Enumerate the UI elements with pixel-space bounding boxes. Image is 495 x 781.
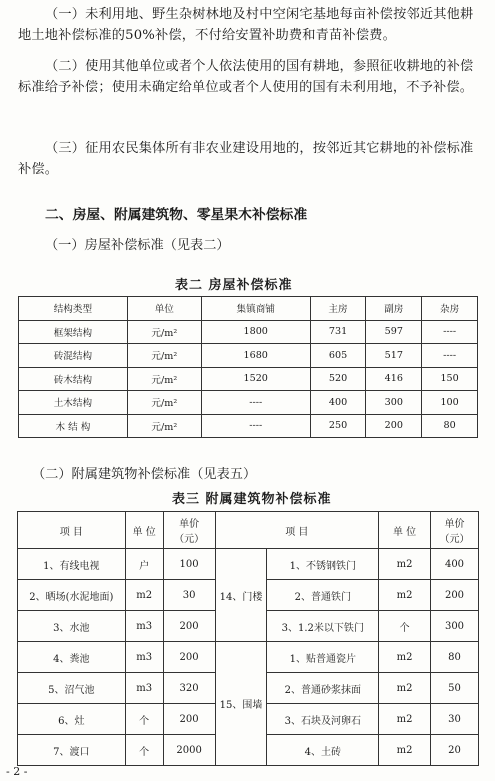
- paragraph-3: （三）征用农民集体所有非农业建设用地的，按邻近其它耕地的补偿标准补偿。: [18, 141, 474, 177]
- group-wall: 15、围墙: [215, 642, 267, 766]
- cell-price: 400: [431, 549, 479, 580]
- table-cell: 1800: [201, 320, 310, 344]
- cell-price: 200: [163, 611, 215, 642]
- cell-unit: 个: [125, 735, 163, 766]
- table-cell: 517: [366, 344, 422, 368]
- table2-header-row: [19, 297, 478, 321]
- table-cell: 元/m²: [127, 344, 201, 368]
- table-cell: 土木结构: [19, 391, 128, 415]
- table-cell: 100: [422, 391, 478, 415]
- cell-item: 4、粪池: [18, 642, 126, 673]
- cell-item: 2、晒场(水泥地面): [18, 580, 126, 611]
- table-cell: 1680: [201, 344, 310, 368]
- table-row: [19, 344, 478, 368]
- table-cell: 1520: [201, 367, 310, 391]
- table-cell: 砖木结构: [19, 367, 128, 391]
- cell-price: 200: [431, 580, 479, 611]
- cell-unit: m2: [379, 735, 431, 766]
- cell-price: 100: [163, 549, 215, 580]
- subsection-houses: （一）房屋补偿标准（见表二）: [45, 238, 230, 253]
- cell-unit: 户: [125, 549, 163, 580]
- col-header: 副房: [366, 297, 422, 321]
- table-cell: 200: [366, 414, 422, 438]
- table-cell: 元/m²: [127, 414, 201, 438]
- col-header-item-right: 项 目: [215, 512, 379, 549]
- cell-unit: m2: [379, 642, 431, 673]
- cell-item: 3、1.2米以下铁门: [267, 611, 379, 642]
- cell-unit: m2: [379, 673, 431, 704]
- cell-item: 5、沼气池: [18, 673, 126, 704]
- page-number: - 2 -: [6, 765, 28, 778]
- cell-item: 1、贴普通瓷片: [267, 642, 379, 673]
- col-header: 杂房: [422, 297, 478, 321]
- cell-unit: 个: [125, 704, 163, 735]
- paragraph-2: （二）使用其他单位或者个人依法使用的国有耕地，参照征收耕地的补偿标准给予补偿；使用未确定给单位或者个人使用的国有未利用地，不予补偿。: [18, 59, 474, 95]
- table-cell: 砖混结构: [19, 344, 128, 368]
- table-cell: 597: [366, 320, 422, 344]
- table-cell: 80: [422, 414, 478, 438]
- paragraph-1: （一）未利用地、野生杂树林地及村中空闲宅基地每亩补偿按邻近其他耕地土地补偿标准的50%补偿，不付给安置补助费和青苗补偿费。: [18, 7, 474, 43]
- section-heading: 二、房屋、附属建筑物、零星果木补偿标准: [45, 207, 308, 223]
- table-cell: 150: [422, 367, 478, 391]
- table-cell: ----: [201, 391, 310, 415]
- cell-price: 30: [431, 704, 479, 735]
- col-header: 主房: [310, 297, 366, 321]
- cell-item: 2、普通铁门: [267, 580, 379, 611]
- table3-header-row: [18, 512, 479, 549]
- table-cell: ----: [422, 344, 478, 368]
- cell-price: 2000: [163, 735, 215, 766]
- cell-item: 1、不锈钢铁门: [267, 549, 379, 580]
- cell-price: 80: [431, 642, 479, 673]
- cell-item: 2、普通砂浆抹面: [267, 673, 379, 704]
- table-cell: 400: [310, 391, 366, 415]
- cell-price: 200: [163, 642, 215, 673]
- table-row: [19, 414, 478, 438]
- table-cell: 250: [310, 414, 366, 438]
- table-cell: 520: [310, 367, 366, 391]
- table-row: [19, 367, 478, 391]
- cell-item: 3、水池: [18, 611, 126, 642]
- cell-price: 20: [431, 735, 479, 766]
- cell-price: 30: [163, 580, 215, 611]
- table-cell: 框架结构: [19, 320, 128, 344]
- cell-item: 6、灶: [18, 704, 126, 735]
- cell-unit: m3: [125, 642, 163, 673]
- cell-unit: m3: [125, 673, 163, 704]
- cell-unit: m2: [379, 704, 431, 735]
- table-row: [18, 549, 479, 580]
- table-cell: 木 结 构: [19, 414, 128, 438]
- cell-unit: m3: [125, 611, 163, 642]
- cell-item: 4、土砖: [267, 735, 379, 766]
- col-header-item: 项 目: [18, 512, 126, 549]
- col-header-price-right: 单价 （元）: [431, 512, 479, 549]
- col-header-unit-right: 单 位: [379, 512, 431, 549]
- cell-unit: m2: [125, 580, 163, 611]
- house-compensation-table: [18, 296, 478, 438]
- cell-item: 7、渡口: [18, 735, 126, 766]
- table-cell: ----: [422, 320, 478, 344]
- cell-price: 300: [431, 611, 479, 642]
- table-cell: 300: [366, 391, 422, 415]
- table-cell: ----: [201, 414, 310, 438]
- group-gatehouse: 14、门楼: [215, 549, 267, 642]
- table-cell: 416: [366, 367, 422, 391]
- cell-price: 50: [431, 673, 479, 704]
- table-cell: 731: [310, 320, 366, 344]
- subsection-attached-buildings: （二）附属建筑物补偿标准（见表五）: [32, 467, 257, 482]
- cell-unit: m2: [379, 549, 431, 580]
- attached-building-table: [17, 511, 479, 766]
- col-header-unit: 单 位: [125, 512, 163, 549]
- table-cell: 元/m²: [127, 320, 201, 344]
- cell-unit: m2: [379, 580, 431, 611]
- table-cell: 元/m²: [127, 391, 201, 415]
- table-row: [19, 391, 478, 415]
- table-row: [18, 642, 479, 673]
- table-row: [19, 320, 478, 344]
- col-header-price: 单价 （元）: [163, 512, 215, 549]
- col-header: 结构类型: [19, 297, 128, 321]
- table-cell: 元/m²: [127, 367, 201, 391]
- cell-item: 3、石块及河卵石: [267, 704, 379, 735]
- cell-price: 320: [163, 673, 215, 704]
- table-cell: 605: [310, 344, 366, 368]
- cell-price: 200: [163, 704, 215, 735]
- cell-unit: 个: [379, 611, 431, 642]
- table3-caption: 表三 附属建筑物补偿标准: [172, 492, 332, 507]
- col-header: 集镇商铺: [201, 297, 310, 321]
- col-header: 单位: [127, 297, 201, 321]
- cell-item: 1、有线电视: [18, 549, 126, 580]
- table2-caption: 表二 房屋补偿标准: [175, 278, 293, 293]
